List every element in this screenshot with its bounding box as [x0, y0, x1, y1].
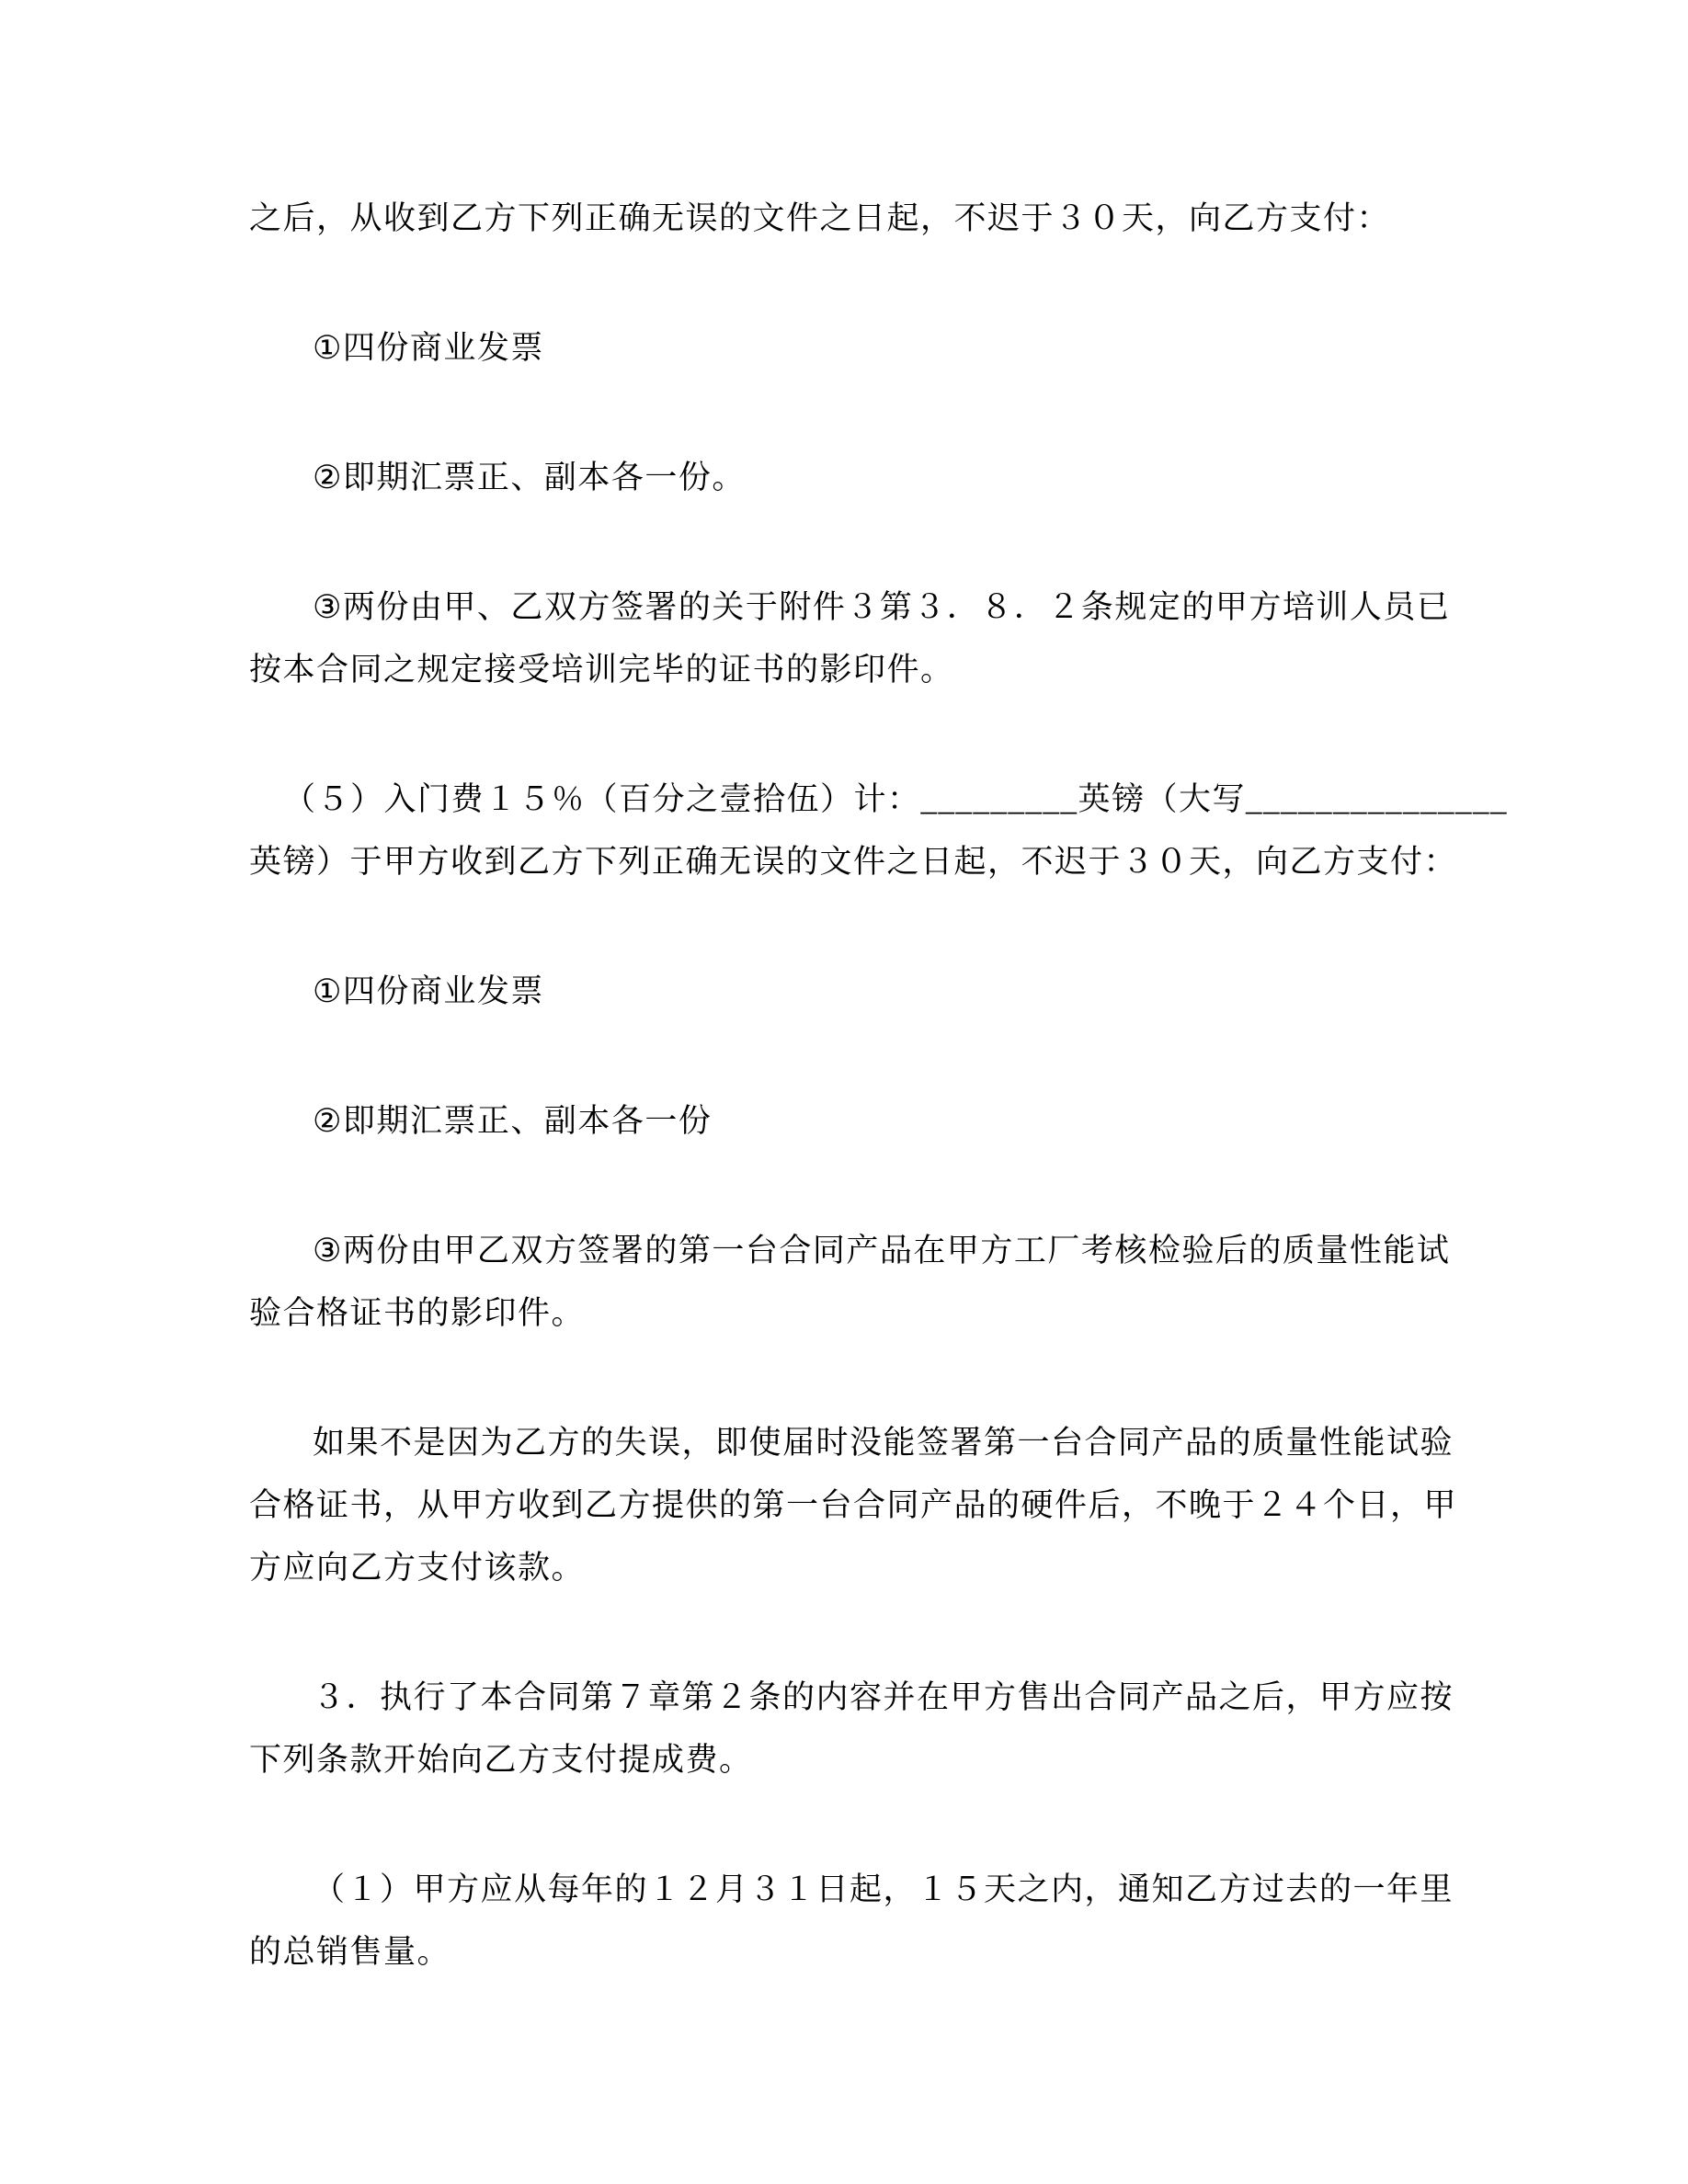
- paragraph: [249, 447, 1449, 509]
- text-line: ③两份由甲、乙双方签署的关于附件３第３．８．２条规定的甲方培训人员已: [313, 589, 1451, 625]
- text-line: （１）甲方应从每年的１２月３１日起，１５天之内，通知乙方过去的一年里: [313, 1871, 1454, 1907]
- text-line: 按本合同之规定接受培训完毕的证书的影印件。: [249, 652, 954, 688]
- paragraph: [249, 768, 1509, 893]
- paragraph: [249, 1859, 1454, 1984]
- text-line: ③两份由甲乙双方签署的第一台合同产品在甲方工厂考核检验后的质量性能试: [313, 1233, 1451, 1268]
- text-line: 方应向乙方支付该款。: [249, 1550, 586, 1586]
- text-line: ②即期汇票正、副本各一份。: [313, 460, 746, 495]
- text-line: 之后，从收到乙方下列正确无误的文件之日起，不迟于３０天，向乙方支付：: [249, 200, 1391, 236]
- text-line: ②即期汇票正、副本各一份: [313, 1103, 713, 1139]
- text-line: 验合格证书的影印件。: [249, 1295, 586, 1331]
- text-line: ３．执行了本合同第７章第２条的内容并在甲方售出合同产品之后，甲方应按: [313, 1679, 1454, 1715]
- text-line: ①四份商业发票: [313, 330, 544, 366]
- paragraph: [249, 1412, 1458, 1599]
- contract-body: [249, 188, 1509, 1984]
- text-line: 如果不是因为乙方的失误，即使届时没能签署第一台合同产品的质量性能试验: [313, 1425, 1454, 1461]
- text-line: 下列条款开始向乙方支付提成费。: [249, 1742, 753, 1778]
- paragraph: [249, 1666, 1454, 1792]
- paragraph: [249, 576, 1449, 701]
- paragraph: [249, 188, 1449, 250]
- text-line: ①四份商业发票: [313, 973, 544, 1009]
- paragraph: [249, 1220, 1449, 1345]
- text-line: 合格证书，从甲方收到乙方提供的第一台合同产品的硬件后，不晚于２４个日，甲: [249, 1487, 1458, 1523]
- text-line: （５）入门费１５％（百分之壹拾伍）计：_________英镑（大写_______________: [283, 781, 1509, 817]
- text-line: 的总销售量。: [249, 1934, 451, 1970]
- paragraph: [249, 1090, 1449, 1153]
- paragraph: [249, 961, 1449, 1023]
- paragraph: [249, 317, 1449, 380]
- text-line: 英镑）于甲方收到乙方下列正确无误的文件之日起，不迟于３０天，向乙方支付：: [249, 844, 1458, 880]
